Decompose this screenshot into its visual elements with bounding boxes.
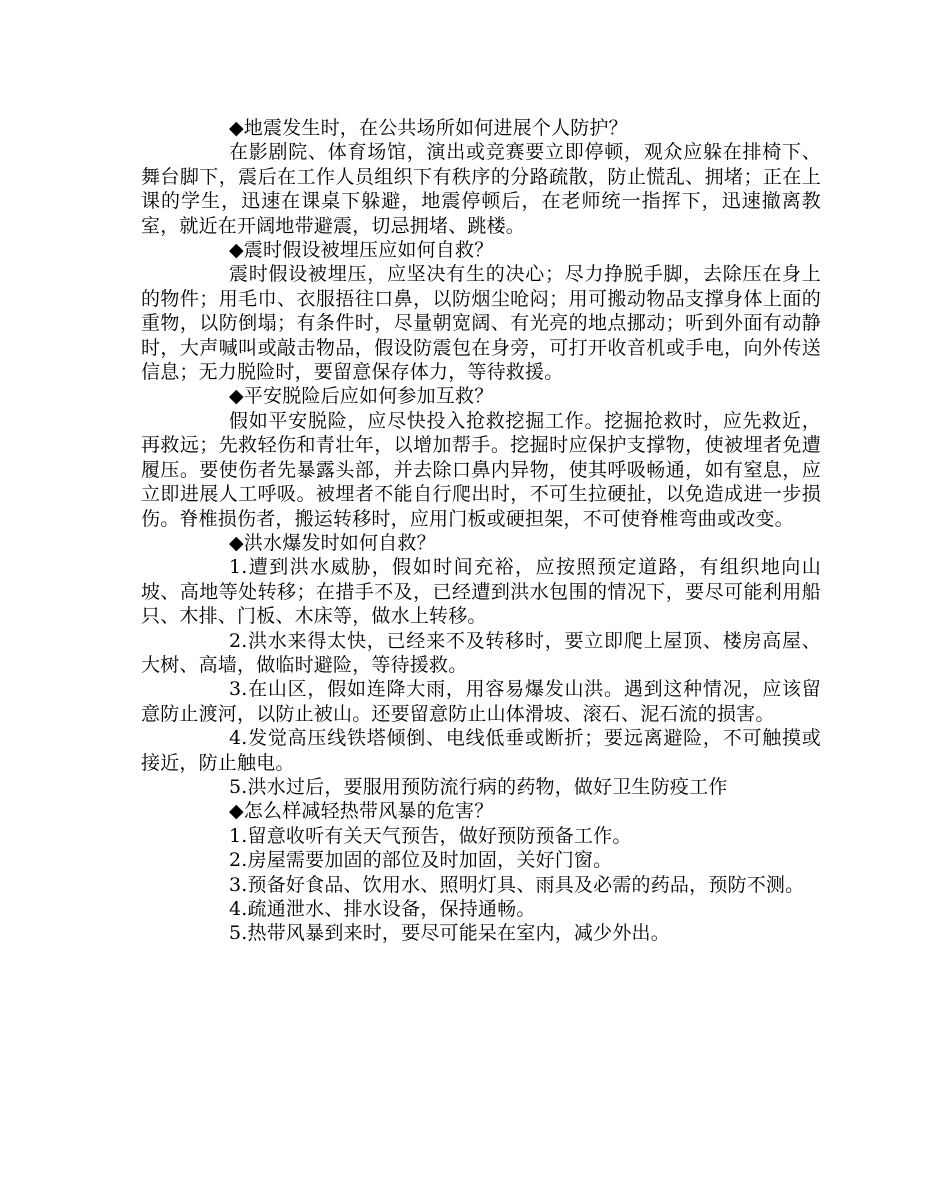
paragraph-earthquake-public-protection: 在影剧院、体育场馆，演出或竞赛要立即停顿，观众应躲在排椅下、舞台脚下，震后在工作人员组织下有秩序的分路疏散，防止慌乱、拥堵；正在上课的学生，迅速在课桌下躲避，地震停顿后，在老师统一指挥下，迅速撤离教室，就近在开阔地带避震，切忌拥堵、跳楼。: [141, 141, 821, 237]
heading-flood-self-rescue: ◆洪水爆发时如何自救？: [229, 531, 436, 554]
document-page: [141, 116, 821, 946]
list-item-storm-5: 5.热带风暴到来时，要尽可能呆在室内，减少外出。: [229, 922, 670, 945]
list-item-flood-2: 2.洪水来得太快，已经来不及转移时，要立即爬上屋顶、楼房高屋、大树、高墙，做临时避险，等待援救。: [141, 629, 821, 676]
list-item-flood-4: 4.发觉高压线铁塔倾倒、电线低垂或断折；要远离避险，不可触摸或接近，防止触电。: [141, 727, 821, 774]
heading-mutual-rescue: ◆平安脱险后应如何参加互救？: [229, 385, 494, 408]
paragraph-buried-self-rescue: 震时假设被埋压，应坚决有生的决心；尽力挣脱手脚，去除压在身上的物件；用毛巾、衣服捂往口鼻，以防烟尘呛闷；用可搬动物品支撑身体上面的重物，以防倒塌；有条件时，尽量朝宽阔、有光亮的地点挪动；听到外面有动静时，大声喊叫或敲击物品，假设防震包在身旁，可打开收音机或手电，向外传送信息；无力脱险时，要留意保存体力，等待救援。: [141, 263, 821, 384]
list-item-storm-2: 2.房屋需要加固的部位及时加固，关好门窗。: [229, 849, 613, 872]
heading-buried-self-rescue: ◆震时假设被埋压应如何自救？: [229, 239, 494, 262]
paragraph-mutual-rescue: 假如平安脱险，应尽快投入抢救挖掘工作。挖掘抢救时，应先救近，再救远；先救轻伤和青壮年，以增加帮手。挖掘时应保护支撑物，使被埋者免遭履压。要使伤者先暴露头部，并去除口鼻内异物，使其呼吸畅通，如有窒息，应立即进展人工呼吸。被埋者不能自行爬出时，不可生拉硬扯，以免造成进一步损伤。脊椎损伤者，搬运转移时，应用门板或硬担架，不可使脊椎弯曲或改变。: [141, 409, 821, 530]
list-item-storm-4: 4.疏通泄水、排水设备，保持通畅。: [229, 898, 536, 920]
list-item-flood-3: 3.在山区，假如连降大雨，用容易爆发山洪。遇到这种情况，应该留意防止渡河，以防止被山。还要留意防止山体滑坡、滚石、泥石流的损害。: [141, 678, 821, 725]
list-item-storm-3: 3.预备好食品、饮用水、照明灯具、雨具及必需的药品，预防不测。: [229, 873, 805, 896]
list-item-flood-1: 1.遭到洪水威胁，假如时间充裕，应按照预定道路，有组织地向山坡、高地等处转移；在措手不及，已经遭到洪水包围的情况下，要尽可能利用船只、木排、门板、木床等，做水上转移。: [141, 556, 821, 628]
heading-earthquake-public-protection: ◆地震发生时，在公共场所如何进展个人防护？: [229, 117, 628, 139]
list-item-storm-1: 1.留意收听有关天气预告，做好预防预备工作。: [229, 824, 632, 847]
heading-tropical-storm: ◆怎么样减轻热带风暴的危害？: [229, 800, 494, 823]
list-item-flood-5: 5.洪水过后，要服用预防流行病的药物，做好卫生防疫工作: [229, 775, 728, 798]
